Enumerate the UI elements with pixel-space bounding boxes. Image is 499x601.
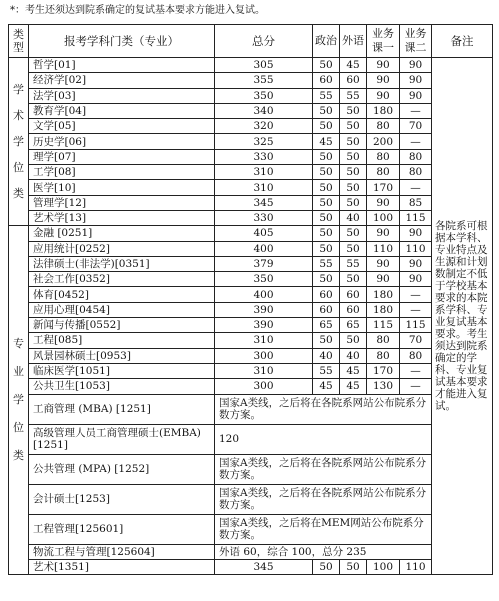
total-cell: 300	[215, 348, 313, 363]
subject-name: 体育[0452]	[29, 287, 215, 302]
total-cell: 390	[215, 318, 313, 333]
course2-cell: —	[400, 103, 432, 118]
category-professional-text	[13, 330, 24, 470]
politics-cell: 50	[313, 241, 340, 256]
table-row	[9, 454, 493, 484]
total-cell: 345	[215, 195, 313, 210]
table-row	[9, 348, 493, 363]
course2-cell: 90	[400, 226, 432, 241]
course1-cell: 100	[367, 210, 400, 225]
course2-cell: 110	[400, 559, 432, 574]
politics-cell: 50	[313, 58, 340, 73]
subject-name: 风景园林硕士[0953]	[29, 348, 215, 363]
subject-name: 公共卫生[1053]	[29, 379, 215, 394]
course1-cell: 110	[367, 241, 400, 256]
foreign-cell: 60	[340, 287, 367, 302]
politics-cell: 45	[313, 379, 340, 394]
course1-cell: 90	[367, 195, 400, 210]
foreign-cell: 50	[340, 272, 367, 287]
course1-cell: 170	[367, 363, 400, 378]
table-row	[9, 195, 493, 210]
subject-name: 工学[08]	[29, 165, 215, 180]
subject-name: 应用心理[0454]	[29, 302, 215, 317]
subject-name: 社会工作[0352]	[29, 272, 215, 287]
table-row	[9, 544, 493, 559]
course1-cell: 90	[367, 88, 400, 103]
foreign-cell: 55	[340, 256, 367, 271]
header-politics: 政治	[313, 25, 340, 58]
foreign-cell: 50	[340, 119, 367, 134]
scheme-note: 国家A类线，之后将在各院系网站公布院系分数方案。	[215, 394, 432, 424]
course2-cell: 70	[400, 333, 432, 348]
total-cell: 305	[215, 58, 313, 73]
table-row	[9, 103, 493, 118]
subject-name: 会计硕士[1253]	[29, 484, 215, 514]
table-row	[9, 333, 493, 348]
course2-cell: 115	[400, 318, 432, 333]
course1-cell: 90	[367, 256, 400, 271]
table-row	[9, 302, 493, 317]
foreign-cell: 50	[340, 103, 367, 118]
table-row	[9, 424, 493, 454]
course2-cell: 90	[400, 73, 432, 88]
total-cell: 379	[215, 256, 313, 271]
total-cell: 355	[215, 73, 313, 88]
foreign-cell: 50	[340, 165, 367, 180]
politics-cell: 50	[313, 149, 340, 164]
politics-cell: 50	[313, 165, 340, 180]
category-academic-text	[13, 77, 24, 207]
total-cell: 350	[215, 272, 313, 287]
header-total: 总分	[215, 25, 313, 58]
remark-cell: 各院系可根据本学科、专业特点及生源和计划数制定不低于学校基本要求的本院系学科、专业复试基本要求。考生须达到院系确定的学科、专业复试基本要求才能进入复试。	[432, 58, 493, 575]
total-cell: 350	[215, 88, 313, 103]
foreign-cell: 50	[340, 241, 367, 256]
scheme-note: 120	[215, 424, 432, 454]
footnote: *：考生还须达到院系确定的复试基本要求方能进入复试。	[10, 5, 265, 16]
table-row	[9, 180, 493, 195]
total-cell: 400	[215, 287, 313, 302]
course1-cell: 200	[367, 134, 400, 149]
foreign-cell: 55	[340, 88, 367, 103]
politics-cell: 55	[313, 363, 340, 378]
course2-cell: 80	[400, 149, 432, 164]
category-char: 学	[13, 393, 24, 407]
subject-name: 经济学[02]	[29, 73, 215, 88]
subject-name: 法学[03]	[29, 88, 215, 103]
foreign-cell: 50	[340, 559, 367, 574]
category-char: 类	[13, 186, 24, 200]
table-row	[9, 318, 493, 333]
table-row	[9, 559, 493, 574]
table-row	[9, 394, 493, 424]
politics-cell: 40	[313, 348, 340, 363]
course1-cell: 180	[367, 287, 400, 302]
total-cell: 310	[215, 165, 313, 180]
politics-cell: 60	[313, 302, 340, 317]
subject-name: 哲学[01]	[29, 58, 215, 73]
header-name: 报考学科门类（专业）	[29, 25, 215, 58]
course1-cell: 80	[367, 165, 400, 180]
subject-name: 管理学[12]	[29, 195, 215, 210]
course1-cell: 130	[367, 379, 400, 394]
category-char: 位	[13, 421, 24, 435]
course1-cell: 180	[367, 103, 400, 118]
politics-cell: 65	[313, 318, 340, 333]
course2-cell: —	[400, 134, 432, 149]
category-char: 术	[13, 108, 24, 122]
total-cell: 300	[215, 379, 313, 394]
foreign-cell: 45	[340, 363, 367, 378]
subject-name: 金融 [0251]	[29, 226, 215, 241]
course2-cell: 70	[400, 119, 432, 134]
table-row	[9, 88, 493, 103]
table-row	[9, 226, 493, 241]
course2-cell: —	[400, 363, 432, 378]
politics-cell: 50	[313, 559, 340, 574]
foreign-cell: 50	[340, 195, 367, 210]
foreign-cell: 60	[340, 302, 367, 317]
course2-cell: 80	[400, 348, 432, 363]
politics-cell: 50	[313, 195, 340, 210]
course1-cell: 80	[367, 333, 400, 348]
scheme-note: 国家A类线，之后将在各院系网站公布院系分数方案。	[215, 484, 432, 514]
table-row	[9, 119, 493, 134]
subject-name: 应用统计[0252]	[29, 241, 215, 256]
header-course2: 业务课二	[400, 25, 432, 58]
subject-name: 高级管理人员工商管理硕士(EMBA)[1251]	[29, 424, 215, 454]
course2-cell: —	[400, 379, 432, 394]
header-foreign: 外语	[340, 25, 367, 58]
category-char: 类	[13, 449, 24, 463]
subject-name: 文学[05]	[29, 119, 215, 134]
course2-cell: 110	[400, 241, 432, 256]
total-cell: 320	[215, 119, 313, 134]
subject-name: 艺术学[13]	[29, 210, 215, 225]
course1-cell: 80	[367, 149, 400, 164]
table-row	[9, 58, 493, 73]
total-cell: 310	[215, 333, 313, 348]
category-academic	[9, 58, 29, 226]
course1-cell: 80	[367, 119, 400, 134]
subject-name: 工程管理[125601]	[29, 514, 215, 544]
foreign-cell: 45	[340, 58, 367, 73]
category-professional	[9, 226, 29, 575]
scheme-note: 外语 60，综合 100，总分 235	[215, 544, 432, 559]
table-row	[9, 134, 493, 149]
total-cell: 330	[215, 149, 313, 164]
total-cell: 325	[215, 134, 313, 149]
politics-cell: 55	[313, 88, 340, 103]
category-char: 业	[13, 365, 24, 379]
course2-cell: 115	[400, 210, 432, 225]
table-row	[9, 484, 493, 514]
foreign-cell: 50	[340, 149, 367, 164]
subject-name: 教育学[04]	[29, 103, 215, 118]
foreign-cell: 50	[340, 134, 367, 149]
total-cell: 405	[215, 226, 313, 241]
course2-cell: 90	[400, 256, 432, 271]
foreign-cell: 50	[340, 226, 367, 241]
course1-cell: 90	[367, 73, 400, 88]
course1-cell: 100	[367, 559, 400, 574]
politics-cell: 50	[313, 272, 340, 287]
politics-cell: 50	[313, 210, 340, 225]
category-char: 专	[13, 337, 24, 351]
header-row	[9, 25, 493, 58]
total-cell: 345	[215, 559, 313, 574]
category-char: 位	[13, 160, 24, 174]
table-row	[9, 256, 493, 271]
politics-cell: 50	[313, 180, 340, 195]
table-row	[9, 165, 493, 180]
subject-name: 新闻与传播[0552]	[29, 318, 215, 333]
scheme-note: 国家A类线，之后将在MEM网站公布院系分数方案。	[215, 514, 432, 544]
subject-name: 医学[10]	[29, 180, 215, 195]
subject-name: 法律硕士(非法学)[0351]	[29, 256, 215, 271]
course2-cell: —	[400, 180, 432, 195]
course1-cell: 90	[367, 226, 400, 241]
table-row	[9, 241, 493, 256]
course2-cell: —	[400, 302, 432, 317]
foreign-cell: 50	[340, 333, 367, 348]
table-row	[9, 272, 493, 287]
politics-cell: 60	[313, 287, 340, 302]
course1-cell: 90	[367, 272, 400, 287]
politics-cell: 60	[313, 73, 340, 88]
subject-name: 临床医学[1051]	[29, 363, 215, 378]
politics-cell: 55	[313, 256, 340, 271]
subject-name: 工商管理 (MBA) [1251]	[29, 394, 215, 424]
politics-cell: 45	[313, 134, 340, 149]
course2-cell: 85	[400, 195, 432, 210]
course1-cell: 80	[367, 348, 400, 363]
course2-cell: —	[400, 287, 432, 302]
subject-name: 公共管理 (MPA) [1252]	[29, 454, 215, 484]
scheme-note: 国家A类线，之后将在各院系网站公布院系分数方案。	[215, 454, 432, 484]
table-row	[9, 379, 493, 394]
foreign-cell: 60	[340, 73, 367, 88]
subject-name: 历史学[06]	[29, 134, 215, 149]
subject-name: 艺术[1351]	[29, 559, 215, 574]
table-row	[9, 514, 493, 544]
category-char: 学	[13, 134, 24, 148]
foreign-cell: 50	[340, 180, 367, 195]
total-cell: 390	[215, 302, 313, 317]
foreign-cell: 45	[340, 379, 367, 394]
course1-cell: 115	[367, 318, 400, 333]
total-cell: 310	[215, 363, 313, 378]
course1-cell: 180	[367, 302, 400, 317]
subject-name: 理学[07]	[29, 149, 215, 164]
course1-cell: 170	[367, 180, 400, 195]
politics-cell: 50	[313, 226, 340, 241]
total-cell: 310	[215, 180, 313, 195]
header-category: 类型	[9, 25, 29, 58]
total-cell: 330	[215, 210, 313, 225]
total-cell: 400	[215, 241, 313, 256]
total-cell: 340	[215, 103, 313, 118]
politics-cell: 50	[313, 333, 340, 348]
table-row	[9, 287, 493, 302]
foreign-cell: 40	[340, 348, 367, 363]
score-table	[8, 24, 493, 575]
table-row	[9, 149, 493, 164]
table-row	[9, 73, 493, 88]
table-row	[9, 363, 493, 378]
course2-cell: 90	[400, 58, 432, 73]
course2-cell: 80	[400, 165, 432, 180]
category-char: 学	[13, 82, 24, 96]
header-course1: 业务课一	[367, 25, 400, 58]
politics-cell: 50	[313, 119, 340, 134]
subject-name: 物流工程与管理[125604]	[29, 544, 215, 559]
table-row	[9, 210, 493, 225]
politics-cell: 50	[313, 103, 340, 118]
subject-name: 工程[085]	[29, 333, 215, 348]
header-remark: 备注	[432, 25, 493, 58]
course2-cell: 90	[400, 272, 432, 287]
foreign-cell: 40	[340, 210, 367, 225]
course1-cell: 90	[367, 58, 400, 73]
foreign-cell: 65	[340, 318, 367, 333]
course2-cell: 90	[400, 88, 432, 103]
